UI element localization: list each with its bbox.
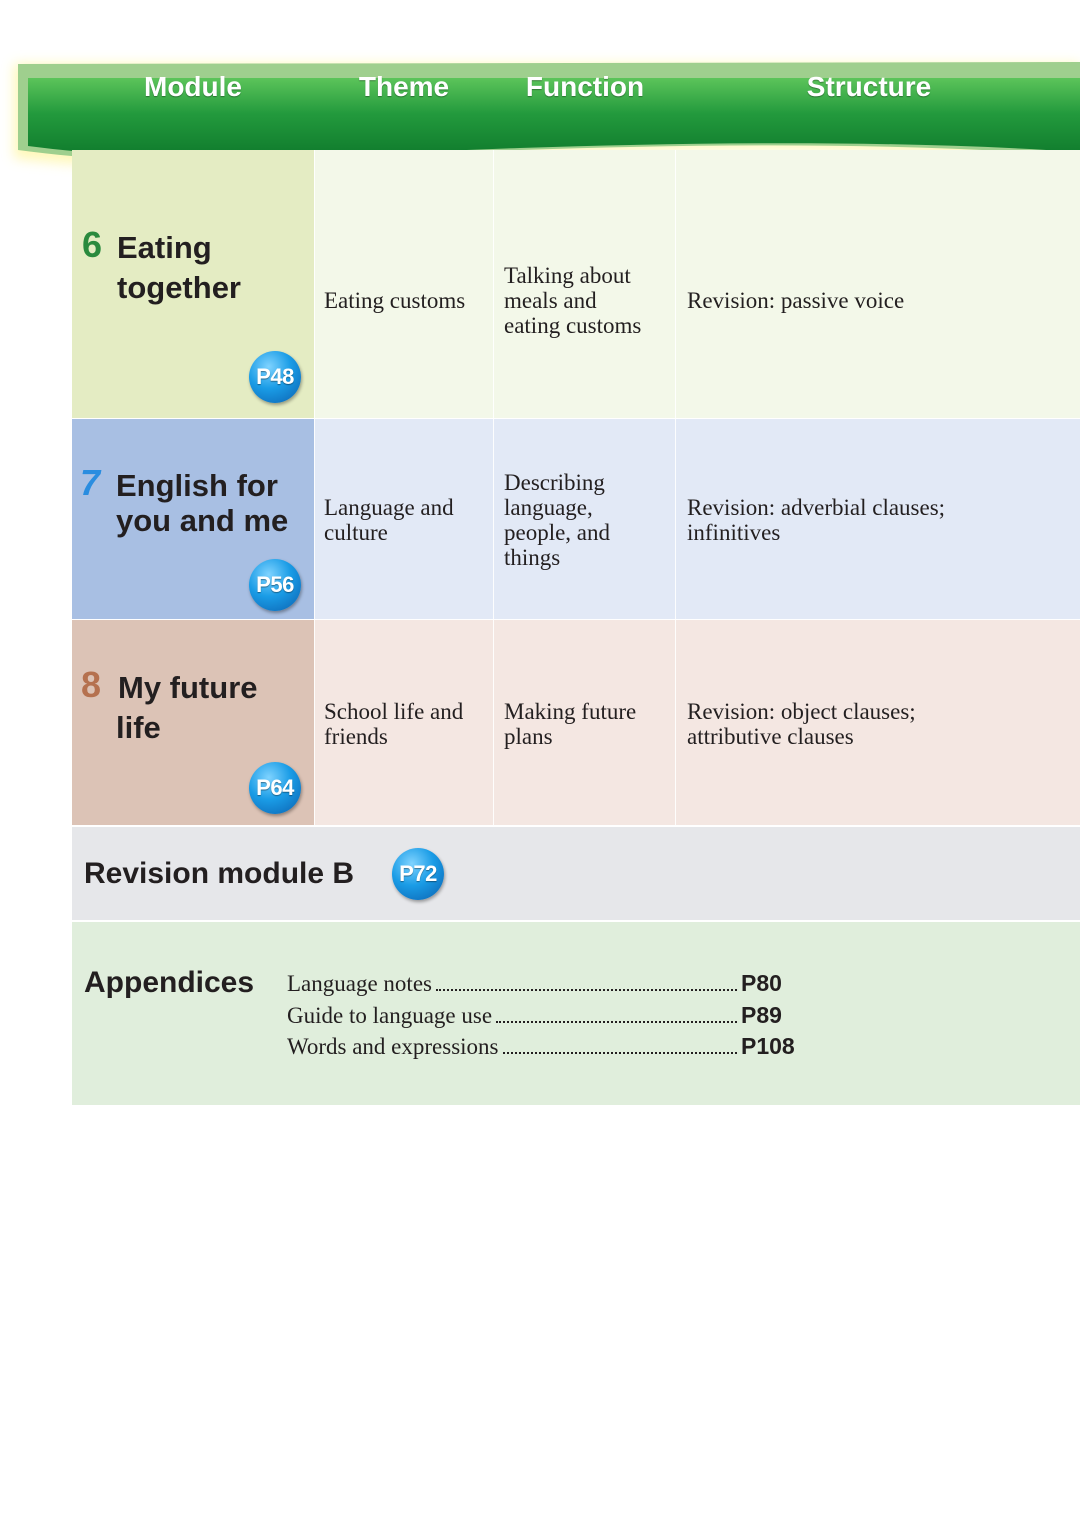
module-title-line2: together	[117, 270, 241, 305]
theme-text: Eating customs	[324, 288, 466, 313]
module-number: 8	[81, 664, 102, 705]
module-title-line2: you and me	[116, 503, 289, 538]
theme-text: Language and culture	[324, 495, 454, 545]
appendix-item[interactable]: Words and expressions P108	[287, 1033, 799, 1064]
function-text: Making future plans	[504, 699, 637, 749]
appendix-page: P108	[741, 1033, 795, 1059]
structure-text: Revision: passive voice	[687, 288, 905, 313]
appendices-title: Appendices	[84, 966, 255, 999]
revision-title: Revision module B	[84, 857, 355, 890]
structure-text: Revision: object clauses; attributive clauses	[687, 699, 916, 749]
header-function: Function	[525, 71, 645, 102]
header-bottom-curve	[0, 140, 1080, 190]
page-badge[interactable]: P56	[249, 559, 301, 611]
function-text: Describing language, people, and things	[504, 470, 611, 570]
header-structure: Structure	[806, 71, 932, 102]
module-title-line1: My future	[118, 670, 258, 705]
appendix-page: P89	[741, 1002, 782, 1028]
module-title-line2: life	[116, 710, 161, 745]
appendices-list	[287, 970, 799, 1064]
header-theme: Theme	[358, 71, 450, 102]
page-badge[interactable]: P72	[392, 848, 444, 900]
structure-text: Revision: adverbial clauses; infinitives	[687, 495, 946, 545]
module-title-line1: Eating	[117, 230, 212, 265]
appendix-item[interactable]: Guide to language use P89	[287, 1002, 799, 1033]
page-badge[interactable]: P48	[249, 351, 301, 403]
appendix-page: P80	[741, 970, 782, 996]
module-number: 6	[82, 224, 103, 265]
page-badge[interactable]: P64	[249, 762, 301, 814]
function-text: Talking about meals and eating customs	[504, 263, 642, 338]
module-title-line1: English for	[116, 468, 278, 503]
theme-text: School life and friends	[324, 699, 464, 749]
header-module: Module	[144, 71, 242, 102]
module-number: 7	[80, 462, 101, 503]
appendix-item[interactable]: Language notes P80	[287, 970, 799, 1002]
